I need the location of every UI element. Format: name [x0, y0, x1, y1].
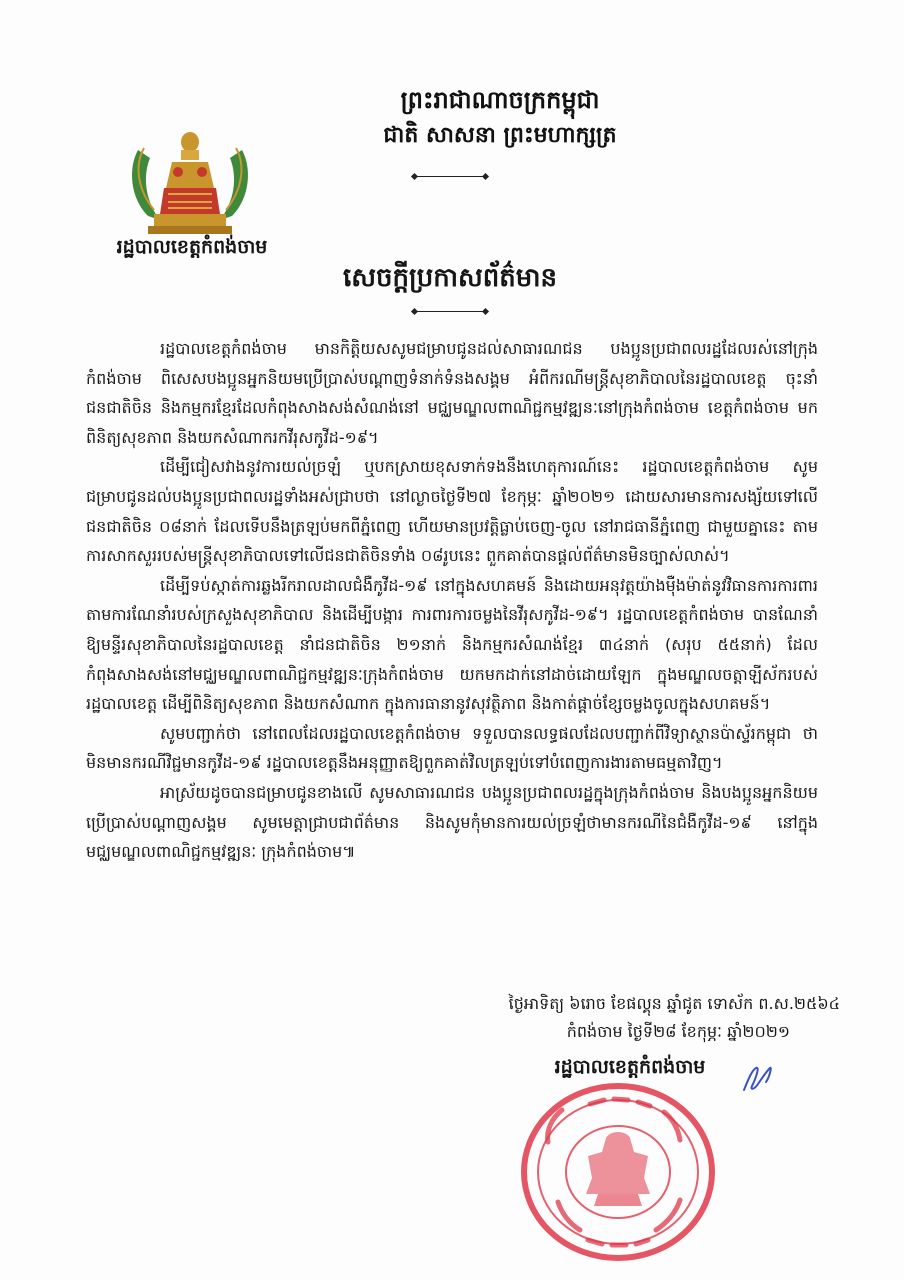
title-divider: [415, 311, 485, 312]
header-divider: [415, 176, 485, 177]
document-title: សេចក្ដីប្រកាសព័ត៌មាន: [342, 263, 558, 293]
provincial-emblem-icon: [124, 128, 256, 238]
kingdom-heading: ព្រះរាជាណាចក្រកម្ពុជា: [400, 85, 600, 114]
official-seal-icon: [518, 1082, 718, 1262]
national-motto: ជាតិ សាសនា ព្រះមហាក្សត្រ: [383, 122, 617, 148]
signature-icon: [738, 1060, 778, 1100]
paragraph: អាស្រ័យដូចបានជម្រាបជូនខាងលើ សូមសាធារណជន បងប្អូនប្រជាពលរដ្ឋក្នុងក្រុងកំពង់ចាម និងបងប្អូនអ្នកនិយមប្រើប្រាស់បណ្ដាញសង្គម សូមមេត្តាជ្រាបជាព័ត៌មាន និងសូមកុំមានការយល់ច្រឡំថាមានករណីនៃជំងឺកូវីដ-១៩ នៅក្នុងមជ្ឈមណ្ឌលពាណិជ្ជកម្មវឌ្ឍនៈ ក្រុងកំពង់ចាម៕: [86, 782, 818, 862]
paragraph: សូមបញ្ជាក់ថា នៅពេលដែលរដ្ឋបាលខេត្តកំពង់ចាម ទទួលបានលទ្ធផលដែលបញ្ជាក់ពីវិទ្យាស្ថានប៉ាស្ទ័រកម្ពុជា ថាមិនមានករណីវិជ្ជមានកូវីដ-១៩ រដ្ឋបាលខេត្តនឹងអនុញ្ញាតឱ្យពួកគាត់វិលត្រឡប់ទៅបំពេញការងារតាមធម្មតាវិញ។: [86, 723, 818, 773]
lunar-date: ថ្ងៃអាទិត្យ ៦រោច ខែផល្គុន ឆ្នាំជូត ទោស័ក ព.ស.២៥៦៤: [508, 994, 840, 1013]
solar-date: កំពង់ចាម ថ្ងៃទី២៨ ខែកុម្ភៈ ឆ្នាំ២០២១: [566, 1022, 790, 1041]
paragraph: រដ្ឋបាលខេត្តកំពង់ចាម មានកិត្តិយសសូមជម្រាបជូនដល់សាធារណជន បងប្អូនប្រជាពលរដ្ឋដែលរស់នៅក្រុងកំពង់ចាម ពិសេសបងប្អូនអ្នកនិយមប្រើប្រាស់បណ្ដាញទំនាក់ទំនងសង្គម អំពីករណីមន្ត្រីសុខាភិបាលនៃរដ្ឋបាលខេត្ត ចុះនាំជនជាតិចិន និងកម្មករខ្មែរដែលកំពុងសាងសង់សំណង់នៅ មជ្ឈមណ្ឌលពាណិជ្ជកម្មវឌ្ឍនៈនៅក្រុងកំពង់ចាម ខេត្តកំពង់ចាម មកពិនិត្យសុខភាព និងយកសំណាករកវីរុសកូវីដ-១៩។: [86, 339, 818, 447]
signatory-name: រដ្ឋបាលខេត្តកំពង់ចាម: [554, 1056, 706, 1078]
paragraph: ដើម្បីទប់ស្កាត់ការឆ្លងរីករាលដាលជំងឺកូវីដ-១៩ នៅក្នុងសហគមន៍ និងដោយអនុវត្តយ៉ាងម៉ឺងម៉ាត់នូវវិធានការការពារតាមការណែនាំរបស់ក្រសួងសុខាភិបាល និងដើម្បីបង្ការ ការពារការចម្លងនៃវីរុសកូវីដ-១៩។ រដ្ឋបាលខេត្តកំពង់ចាម បានណែនាំឱ្យមន្ទីរសុខាភិបាលនៃរដ្ឋបាលខេត្ត នាំជនជាតិចិន ២១នាក់ និងកម្មករសំណង់ខ្មែរ ៣៤នាក់ (សរុប ៥៥នាក់) ដែលកំពុងសាងសង់នៅមជ្ឈមណ្ឌលពាណិជ្ជកម្មវឌ្ឍនៈក្រុងកំពង់ចាម យកមកដាក់នៅដាច់ដោយឡែក ក្នុងមណ្ឌលចត្តាឡីស័ករបស់រដ្ឋបាលខេត្ត ដើម្បីពិនិត្យសុខភាព និងយកសំណាក ក្នុងការធានានូវសុវត្ថិភាព និងកាត់ផ្ដាច់ខ្សែចម្លងចូលក្នុងសហគមន៍។: [86, 575, 818, 714]
issuer-name: រដ្ឋបាលខេត្តកំពង់ចាម: [116, 236, 268, 258]
paragraph: ដើម្បីជៀសវាងនូវការយល់ច្រឡំ ឬបកស្រាយខុសទាក់ទងនឹងហេតុការណ៍នេះ រដ្ឋបាលខេត្តកំពង់ចាម សូមជម្រាបជូនដល់បងប្អូនប្រជាពលរដ្ឋទាំងអស់ជ្រាបថា នៅល្ងាចថ្ងៃទី២៧ ខែកុម្ភៈ ឆ្នាំ២០២១ ដោយសារមានការសង្ស័យទៅលើជនជាតិចិន ០៨នាក់ ដែលទើបនឹងត្រឡប់មកពីភ្នំពេញ ហើយមានប្រវត្តិធ្លាប់ចេញ-ចូល នៅរាជធានីភ្នំពេញ ជាមួយគ្នានេះ តាមការសាកសួររបស់មន្ត្រីសុខាភិបាលទៅលើជនជាតិចិនទាំង ០៨រូបនេះ ពួកគាត់បានផ្ដល់ព័ត៌មានមិនច្បាស់លាស់។: [86, 457, 818, 566]
announcement-body: [86, 334, 818, 867]
